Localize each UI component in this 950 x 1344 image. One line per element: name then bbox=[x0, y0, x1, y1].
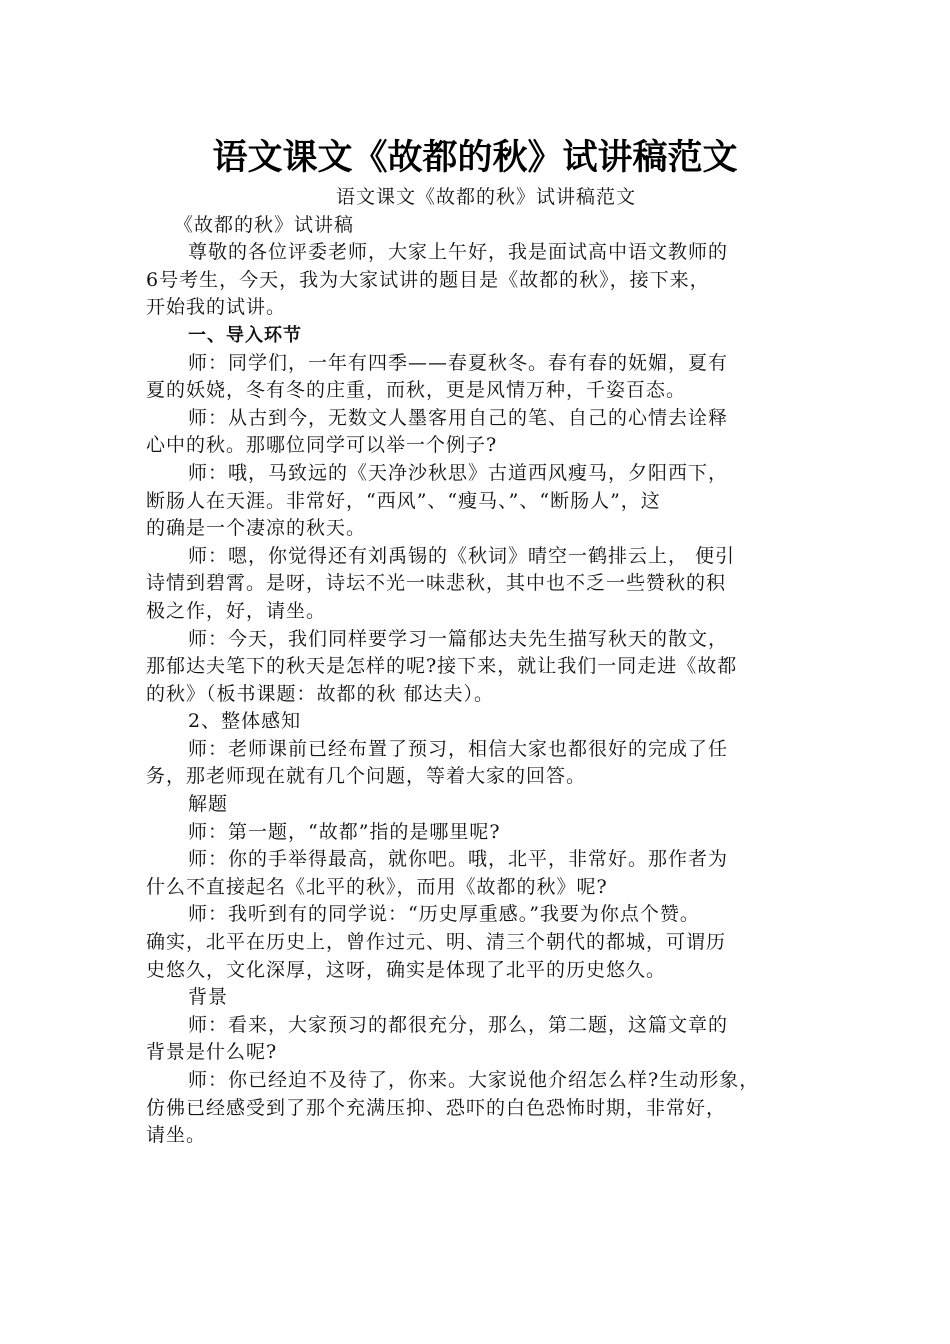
paragraph-line: 背景是什么呢? bbox=[146, 1041, 278, 1064]
document-title: 语文课文《故都的秋》试讲稿范文 bbox=[212, 138, 738, 178]
paragraph-line: 尊敬的各位评委老师，大家上午好，我是面试高中语文教师的 bbox=[188, 241, 729, 264]
paragraph-line: 务，那老师现在就有几个问题，等着大家的回答。 bbox=[146, 765, 587, 788]
paragraph-line: 师：第一题，“故都”指的是哪里呢? bbox=[188, 820, 501, 843]
paragraph-line: 师：从古到今，无数文人墨客用自己的笔、自己的心情去诠释 bbox=[188, 406, 729, 429]
paragraph-line: 仿佛已经感受到了那个充满压抑、恐吓的白色恐怖时期，非常好， bbox=[146, 1096, 727, 1119]
paragraph-line: 师：今天，我们同样要学习一篇郁达夫先生描写秋天的散文， bbox=[188, 627, 729, 650]
paragraph-line: 师：嗯，你觉得还有刘禹锡的《秋词》晴空一鹤排云上， 便引 bbox=[188, 544, 736, 567]
subtitle-line: 语文课文《故都的秋》试讲稿范文 bbox=[335, 186, 636, 208]
paragraph-line: 极之作，好，请坐。 bbox=[146, 599, 327, 622]
paragraph-line: 确实，北平在历史上，曾作过元、明、清三个朝代的都城，可谓历 bbox=[146, 931, 727, 954]
paragraph-line: 6号考生，今天，我为大家试讲的题目是《故都的秋》，接下来， bbox=[146, 268, 710, 291]
subheading-line: 解题 bbox=[188, 793, 229, 816]
paragraph-line: 夏的妖娆，冬有冬的庄重，而秋，更是风情万种，千姿百态。 bbox=[146, 379, 687, 402]
section-heading: 一、导入环节 bbox=[188, 324, 302, 346]
document-body bbox=[146, 184, 818, 1150]
paragraph-line: 师：同学们，一年有四季——春夏秋冬。春有春的妩媚，夏有 bbox=[188, 351, 729, 374]
paragraph-line: 师：哦，马致远的《天净沙秋思》古道西风瘦马，夕阳西下， bbox=[188, 461, 729, 484]
paragraph-line: 请坐。 bbox=[146, 1124, 207, 1147]
paragraph-line: 师：你已经迫不及待了，你来。大家说他介绍怎么样?生动形象， bbox=[188, 1069, 760, 1091]
paragraph-line: 的确是一个凄凉的秋天。 bbox=[146, 517, 367, 540]
paragraph-line: 师：你的手举得最高，就你吧。哦，北平，非常好。那作者为 bbox=[188, 848, 729, 871]
paragraph-line: 师：我听到有的同学说：“历史厚重感。”我要为你点个赞。 bbox=[188, 903, 700, 926]
paragraph-line: 心中的秋。那哪位同学可以举一个例子? bbox=[146, 434, 498, 457]
paragraph-line: 什么不直接起名《北平的秋》，而用《故都的秋》呢? bbox=[146, 875, 608, 898]
heading-line: 《故都的秋》试讲稿 bbox=[174, 213, 355, 236]
paragraph-line: 诗情到碧霄。是呀，诗坛不光一味悲秋，其中也不乏一些赞秋的积 bbox=[146, 572, 727, 595]
paragraph-line: 那郁达夫笔下的秋天是怎样的呢?接下来，就让我们一同走进《故都 bbox=[146, 655, 738, 678]
paragraph-line: 断肠人在天涯。非常好，“西风”、“瘦马、”、“断肠人”，这 bbox=[146, 489, 661, 512]
paragraph-line: 史悠久，文化深厚，这呀，确实是体现了北平的历史悠久。 bbox=[146, 958, 667, 981]
paragraph-line: 师：看来，大家预习的都很充分，那么，第二题，这篇文章的 bbox=[188, 1013, 729, 1036]
subheading-line: 背景 bbox=[188, 986, 229, 1009]
paragraph-line: 师：老师课前已经布置了预习，相信大家也都很好的完成了任 bbox=[188, 737, 729, 760]
paragraph-line: 开始我的试讲。 bbox=[146, 296, 287, 319]
paragraph-line: 的秋》（板书课题：故都的秋 郁达夫）。 bbox=[146, 682, 495, 705]
section-heading: 2、整体感知 bbox=[188, 710, 302, 733]
